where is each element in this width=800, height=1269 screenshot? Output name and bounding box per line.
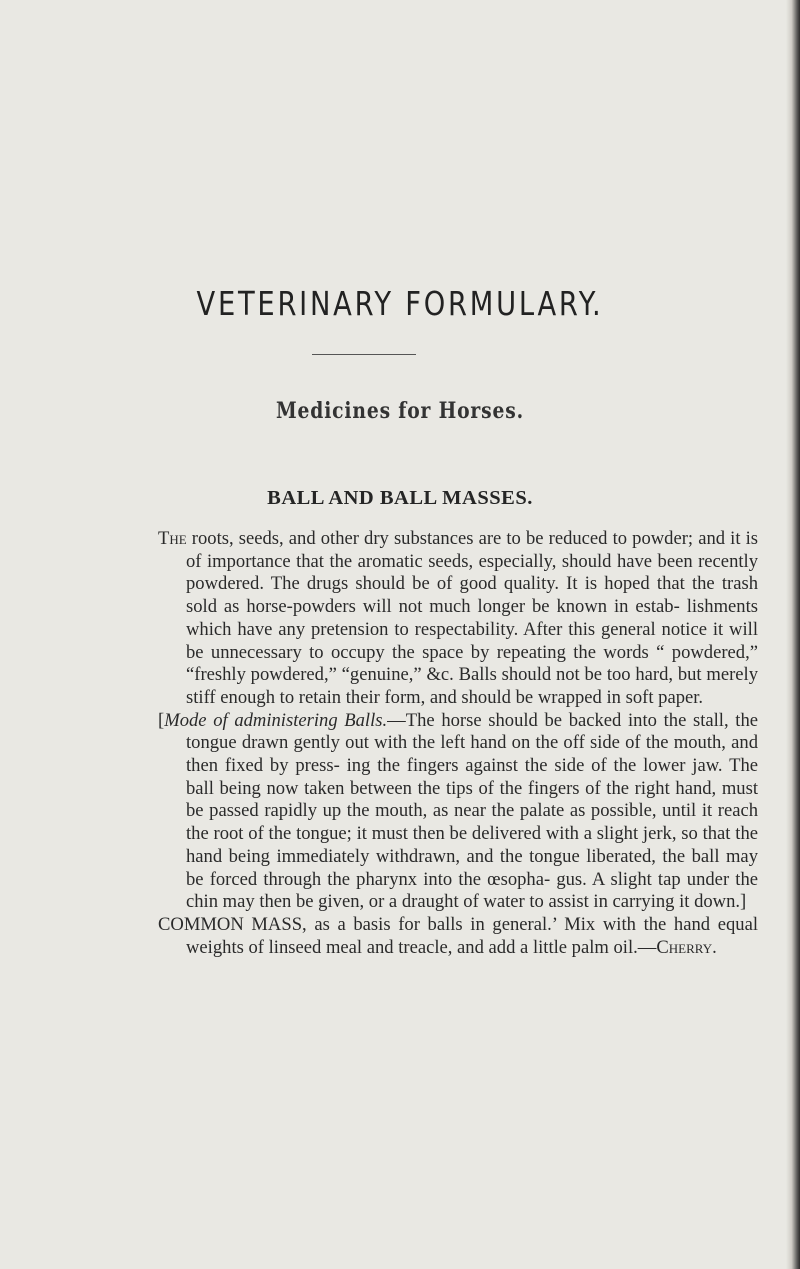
page-subtitle: Medicines for Horses. <box>276 398 524 424</box>
mode-paragraph <box>158 710 758 914</box>
common-mass-text: as a basis for balls in general.’ Mix with the hand equal weights of linseed meal and treacle, and add a little palm oil.— <box>186 913 758 958</box>
section-heading: BALL AND BALL MASSES. <box>267 487 533 509</box>
mode-text: —The horse should be backed into the stall, the tongue drawn gently out with the left hand on the off side of the mouth, and then fixed by press- ing the fingers against the side of the lower jaw. The ball being now taken between the tips of the fingers of the right hand, must be passed rapidly up the mouth, as near the palate as possible, until it reach the root of the tongue; it must then be delivered with a slight jerk, so that the hand being immediately withdrawn, and the tongue liberated, the ball may be forced through the pharynx into the œsopha- gus. A slight tap under the chin may then be given, or a draught of water to assist in carrying it down.] <box>186 709 758 913</box>
body-text <box>158 528 758 959</box>
common-mass-author: Cherry. <box>656 936 717 958</box>
page-title: VETERINARY FORMULARY. <box>196 284 604 323</box>
common-mass-lead: COMMON MASS, <box>158 913 307 935</box>
common-mass-paragraph <box>158 914 758 959</box>
intro-lead-word: The <box>158 528 187 549</box>
page-edge-shadow <box>786 0 800 1269</box>
mode-title: Mode of administering Balls. <box>164 709 388 731</box>
title-divider <box>312 354 416 355</box>
intro-text: roots, seeds, and other dry substances are to be reduced to powder; and it is of importance that the aromatic seeds, especially, should have been recently powdered. The drugs should be of good quality. It is hoped that the trash sold as horse-powders will not much longer be known in estab- lishments which have any pretension to respectability. After this general notice it will be unnecessary to occupy the space by repeating the words “ powdered,” “freshly powdered,” “genuine,” &c. Balls should not be too hard, but merely stiff enough to retain their form, and should be wrapped in soft paper. <box>186 528 758 708</box>
mode-open-bracket: [ <box>158 709 165 731</box>
intro-paragraph <box>158 528 758 710</box>
